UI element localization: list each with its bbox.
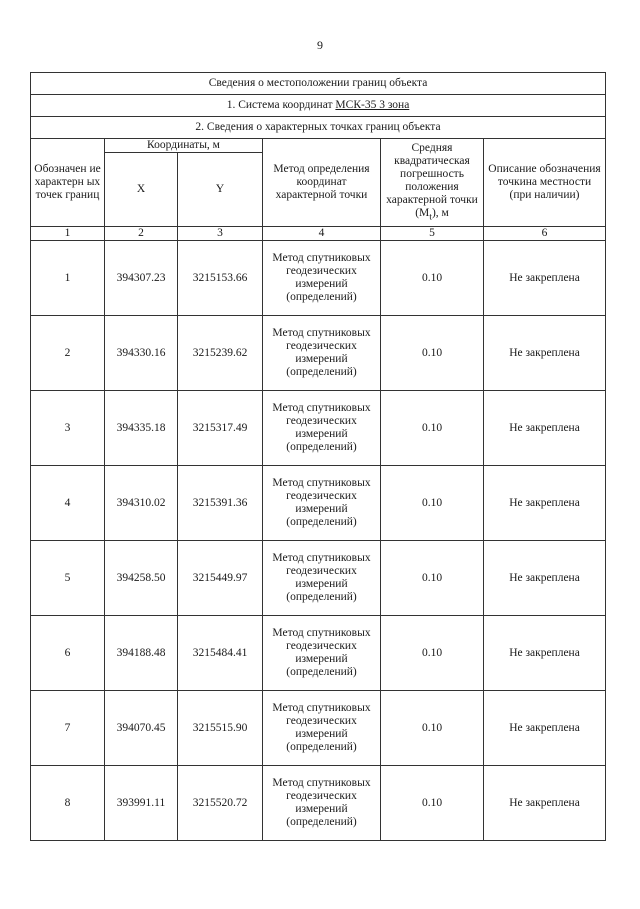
title-row-system — [31, 95, 606, 117]
title-points: 2. Сведения о характерных точках границ объекта — [31, 117, 606, 139]
column-number: 4 — [263, 227, 381, 241]
table-row — [31, 241, 606, 316]
page-number: 9 — [317, 38, 323, 52]
system-name: МСК-35 3 зона — [335, 99, 410, 111]
header-coordinates: Координаты, м — [105, 139, 263, 153]
table-row — [31, 316, 606, 391]
description: Не закреплена — [484, 541, 606, 616]
description: Не закреплена — [484, 616, 606, 691]
coord-x: 394330.16 — [105, 316, 178, 391]
header-designation: Обозначен ие характерн ых точек границ — [31, 139, 105, 227]
description: Не закреплена — [484, 316, 606, 391]
table-row — [31, 691, 606, 766]
coord-y: 3215449.97 — [178, 541, 263, 616]
coord-y: 3215153.66 — [178, 241, 263, 316]
header-error-main: Средняя квадратическая погрешность положения характерной точки (M — [386, 141, 478, 219]
error: 0.10 — [381, 691, 484, 766]
description: Не закреплена — [484, 691, 606, 766]
header-error-end: ), м — [431, 206, 449, 219]
point-id: 7 — [31, 691, 105, 766]
point-id: 3 — [31, 391, 105, 466]
coord-y: 3215484.41 — [178, 616, 263, 691]
method: Метод спутниковых геодезических измерений (определений) — [263, 391, 381, 466]
boundary-points-table — [30, 72, 606, 841]
header-method: Метод определения координат характерной точки — [263, 139, 381, 227]
coord-y: 3215391.36 — [178, 466, 263, 541]
title-row-location — [31, 73, 606, 95]
error: 0.10 — [381, 616, 484, 691]
header-error — [381, 139, 484, 227]
column-number-row — [31, 227, 606, 241]
point-id: 5 — [31, 541, 105, 616]
point-id: 2 — [31, 316, 105, 391]
method: Метод спутниковых геодезических измерений (определений) — [263, 541, 381, 616]
table-row — [31, 541, 606, 616]
header-x: X — [105, 153, 178, 227]
table-row — [31, 466, 606, 541]
header-error-sub: t — [429, 211, 432, 223]
description: Не закреплена — [484, 766, 606, 841]
point-id: 6 — [31, 616, 105, 691]
coord-y: 3215239.62 — [178, 316, 263, 391]
header-y: Y — [178, 153, 263, 227]
error: 0.10 — [381, 541, 484, 616]
coord-x: 394310.02 — [105, 466, 178, 541]
method: Метод спутниковых геодезических измерений (определений) — [263, 466, 381, 541]
method: Метод спутниковых геодезических измерений (определений) — [263, 316, 381, 391]
coord-y: 3215317.49 — [178, 391, 263, 466]
method: Метод спутниковых геодезических измерений (определений) — [263, 241, 381, 316]
point-id: 1 — [31, 241, 105, 316]
method: Метод спутниковых геодезических измерений (определений) — [263, 616, 381, 691]
column-number: 3 — [178, 227, 263, 241]
method: Метод спутниковых геодезических измерений (определений) — [263, 766, 381, 841]
column-number: 1 — [31, 227, 105, 241]
table-row — [31, 766, 606, 841]
system-prefix: 1. Система координат — [226, 99, 336, 111]
point-id: 4 — [31, 466, 105, 541]
header-description: Описание обозначения точкина местности (при наличии) — [484, 139, 606, 227]
title-coordinate-system — [31, 95, 606, 117]
table-row — [31, 391, 606, 466]
error: 0.10 — [381, 241, 484, 316]
coord-x: 394307.23 — [105, 241, 178, 316]
table-row — [31, 616, 606, 691]
error: 0.10 — [381, 766, 484, 841]
description: Не закреплена — [484, 466, 606, 541]
column-number: 2 — [105, 227, 178, 241]
coord-x: 394258.50 — [105, 541, 178, 616]
column-number: 6 — [484, 227, 606, 241]
title-location: Сведения о местоположении границ объекта — [31, 73, 606, 95]
coord-x: 394070.45 — [105, 691, 178, 766]
title-row-points — [31, 117, 606, 139]
description: Не закреплена — [484, 241, 606, 316]
error: 0.10 — [381, 316, 484, 391]
point-id: 8 — [31, 766, 105, 841]
header-row-top — [31, 139, 606, 153]
error: 0.10 — [381, 391, 484, 466]
coord-x: 394335.18 — [105, 391, 178, 466]
column-number: 5 — [381, 227, 484, 241]
error: 0.10 — [381, 466, 484, 541]
coord-x: 393991.11 — [105, 766, 178, 841]
description: Не закреплена — [484, 391, 606, 466]
coord-y: 3215520.72 — [178, 766, 263, 841]
method: Метод спутниковых геодезических измерений (определений) — [263, 691, 381, 766]
coord-x: 394188.48 — [105, 616, 178, 691]
coord-y: 3215515.90 — [178, 691, 263, 766]
